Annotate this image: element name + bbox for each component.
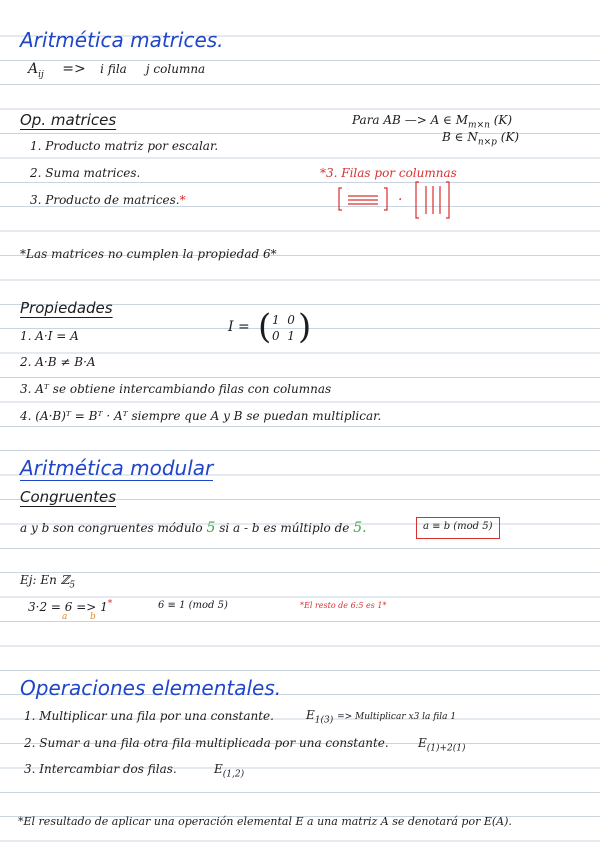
- section-title-modular: [20, 458, 213, 478]
- para-line-1-text: Para AB —> A ∈ M: [352, 113, 469, 127]
- example-expr-text: 3·2 = 6 => 1: [28, 600, 108, 614]
- ops-item-2: 2. Suma matrices.: [30, 166, 141, 180]
- e2-operator: [418, 737, 466, 753]
- para-line-2-text: B ∈ N: [442, 130, 478, 144]
- para-line-1-tail: (K): [493, 113, 513, 127]
- congruence-boxed-text: a ≡ b (mod 5): [423, 521, 493, 532]
- identity-row-2: 0 1: [272, 329, 295, 343]
- identity-left-paren: (: [258, 307, 272, 347]
- aij-symbol: A: [28, 61, 39, 77]
- para-line-1-sub: m×n: [468, 120, 490, 131]
- e1-note: => Multiplicar x3 la fila 1: [337, 712, 457, 722]
- congruence-text-b: si a - b es múltiplo de: [219, 521, 350, 535]
- ops-item-3-text: 3. Producto de matrices.: [30, 193, 180, 207]
- arith-matrices-title: Aritmética matrices.: [20, 28, 224, 52]
- aij-arrow: =>: [62, 61, 86, 77]
- props-item-2: 2. A·B ≠ B·A: [20, 355, 96, 369]
- sketch-dot: ·: [398, 192, 403, 208]
- example-note: *El resto de 6:5 es 1*: [300, 601, 387, 610]
- modular-subtitle: Congruentes: [20, 488, 117, 506]
- congruence-mod-2: 5.: [353, 520, 367, 536]
- identity-row-1: 1 0: [272, 313, 295, 327]
- props-item-4: 4. (A·B)ᵀ = Bᵀ · Aᵀ siempre que A y B se puedan multiplicar.: [20, 409, 382, 423]
- ops-item-3-star: *: [179, 193, 186, 207]
- congruence-mod: 5: [206, 520, 216, 536]
- elementary-item-3: 3. Intercambiar dos filas.: [24, 762, 177, 776]
- example-result: 6 ≡ 1 (mod 5): [158, 600, 228, 611]
- note-filas-columnas: *3. Filas por columnas: [320, 166, 457, 180]
- ops-title: Op. matrices: [20, 111, 117, 129]
- e3-operator: [214, 763, 244, 779]
- elementary-footnote: *El resultado de aplicar una operación elemental E a una matriz A se denotará por E(A).: [18, 815, 512, 828]
- elementary-item-1: 1. Multiplicar una fila por una constante.: [24, 709, 274, 723]
- ops-footnote: *Las matrices no cumplen la propiedad 6*: [20, 247, 277, 261]
- elementary-title: Operaciones elementales.: [20, 676, 282, 700]
- para-line-1: [352, 114, 512, 130]
- row-matrix-left-bracket: [339, 188, 342, 210]
- elementary-item-2: 2. Sumar a una fila otra fila multiplicada por una constante.: [24, 736, 389, 750]
- e3-sub: (1,2): [222, 769, 245, 780]
- e2-symbol: E: [418, 736, 427, 750]
- para-line-2-sub: n×p: [477, 137, 497, 148]
- col-matrix-right-bracket: [446, 182, 449, 218]
- example-b-label: b: [90, 612, 96, 622]
- identity-lhs: I =: [228, 319, 250, 335]
- props-item-1: 1. A·I = A: [20, 329, 79, 343]
- example-label-sub: 5: [69, 580, 76, 591]
- row-by-column-sketch: [336, 180, 456, 222]
- identity-right-paren: ): [298, 307, 312, 347]
- col-matrix-left-bracket: [416, 182, 419, 218]
- para-line-2: [442, 131, 519, 147]
- e2-sub: (1)+2(1): [426, 743, 466, 754]
- aij-definition: [28, 62, 205, 80]
- e3-symbol: E: [214, 762, 223, 776]
- row-matrix-right-bracket: [384, 188, 387, 210]
- row-lines: [348, 196, 378, 204]
- ops-item-3: [30, 194, 186, 206]
- para-line-2-tail: (K): [500, 130, 520, 144]
- aij-subscript: ij: [38, 69, 44, 80]
- example-label: [20, 574, 75, 590]
- congruence-text-a: a y b son congruentes módulo: [20, 521, 203, 535]
- props-item-3: 3. Aᵀ se obtiene intercambiando filas con columnas: [20, 382, 332, 396]
- example-expression: [28, 600, 112, 613]
- example-a-label: a: [62, 612, 68, 622]
- e1-symbol: E: [306, 708, 315, 722]
- e1-sub: 1(3): [314, 715, 334, 726]
- congruence-definition: [20, 521, 367, 535]
- props-title: Propiedades: [20, 299, 113, 317]
- ops-item-1: 1. Producto matriz por escalar.: [30, 139, 219, 153]
- section-title-arith-matrices: [20, 30, 224, 50]
- identity-matrix: [228, 320, 250, 334]
- e1-operator: [306, 709, 456, 725]
- modular-title: Aritmética modular: [20, 456, 214, 480]
- example-label-text: Ej: En ℤ: [20, 573, 70, 587]
- column-lines: [426, 186, 440, 214]
- aij-text: i fila j columna: [100, 62, 206, 76]
- example-expr-star: *: [107, 599, 113, 609]
